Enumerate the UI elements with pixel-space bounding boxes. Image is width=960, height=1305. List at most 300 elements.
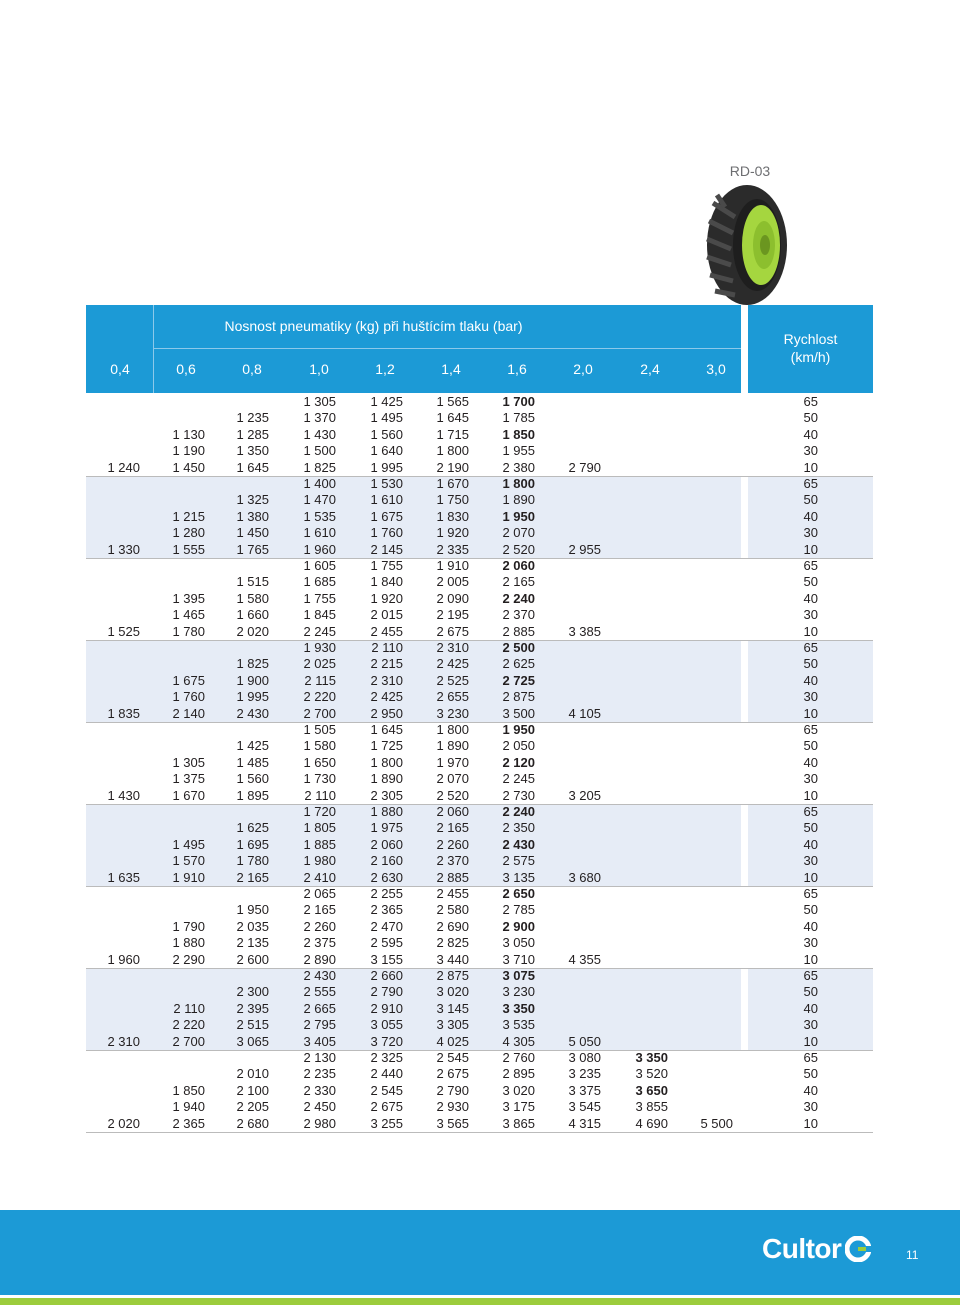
speed-value: 40 [803, 426, 818, 442]
speed-value: 10 [803, 459, 818, 475]
logo-text: Cultor [762, 1233, 842, 1264]
load-value: 4 690 [635, 1115, 668, 1131]
load-value: 2 205 [236, 1099, 269, 1115]
load-value: 2 220 [303, 689, 336, 705]
load-value: 1 890 [370, 771, 403, 787]
load-value: 2 260 [436, 836, 469, 852]
speed-value: 40 [803, 754, 818, 770]
load-value: 2 135 [236, 935, 269, 951]
load-value: 2 195 [436, 607, 469, 623]
load-value: 1 675 [370, 508, 403, 524]
load-value: 2 160 [370, 853, 403, 869]
load-value: 1 395 [172, 590, 205, 606]
load-value: 1 400 [303, 476, 336, 491]
load-value: 1 790 [172, 918, 205, 934]
load-value: 2 115 [304, 672, 336, 688]
load-value: 1 850 [172, 1082, 205, 1098]
load-value: 1 495 [370, 410, 403, 426]
load-value: 1 350 [236, 443, 269, 459]
load-value: 2 675 [370, 1099, 403, 1115]
speed-value: 50 [803, 656, 818, 672]
tire-image [695, 183, 795, 307]
load-value: 2 020 [236, 623, 269, 639]
load-value: 1 505 [303, 722, 336, 737]
load-value: 1 835 [107, 705, 140, 721]
load-value: 2 010 [236, 1066, 269, 1082]
load-value: 1 645 [236, 459, 269, 475]
load-value: 2 600 [236, 951, 269, 967]
load-value: 1 325 [236, 492, 269, 508]
load-value: 2 300 [236, 984, 269, 1000]
load-value: 2 260 [303, 918, 336, 934]
load-value: 2 690 [436, 918, 469, 934]
load-value: 1 700 [502, 394, 535, 409]
load-value: 2 515 [236, 1017, 269, 1033]
load-value: 2 060 [370, 836, 403, 852]
speed-value: 65 [803, 968, 818, 983]
pressure-header: 1,4 [441, 361, 461, 377]
load-value: 2 980 [303, 1115, 336, 1131]
load-value: 3 230 [502, 984, 535, 1000]
load-value: 1 725 [370, 738, 403, 754]
load-value: 1 485 [236, 754, 269, 770]
pressure-header: 1,2 [375, 361, 395, 377]
load-value: 1 805 [303, 820, 336, 836]
load-value: 3 155 [370, 951, 403, 967]
load-value: 1 675 [172, 672, 205, 688]
load-value: 1 895 [236, 787, 269, 803]
load-value: 2 370 [502, 607, 535, 623]
load-value: 2 015 [370, 607, 403, 623]
load-value: 1 880 [172, 935, 205, 951]
load-value: 2 665 [303, 1000, 336, 1016]
speed-value: 50 [803, 738, 818, 754]
load-value: 2 140 [172, 705, 205, 721]
speed-value: 10 [803, 705, 818, 721]
speed-value: 10 [803, 787, 818, 803]
load-value: 2 395 [236, 1000, 269, 1016]
load-value: 1 285 [236, 426, 269, 442]
load-value: 2 795 [303, 1017, 336, 1033]
load-value: 2 825 [436, 935, 469, 951]
load-value: 3 020 [436, 984, 469, 1000]
load-value: 1 610 [370, 492, 403, 508]
footer-accent-line [0, 1298, 960, 1305]
speed-value: 50 [803, 902, 818, 918]
load-value: 2 240 [502, 804, 535, 819]
load-value: 1 755 [370, 558, 403, 573]
load-value: 2 165 [236, 869, 269, 885]
load-value: 4 305 [502, 1033, 535, 1049]
speed-value: 30 [803, 689, 818, 705]
load-value: 2 425 [436, 656, 469, 672]
load-value: 1 720 [303, 804, 336, 819]
load-value: 2 650 [502, 886, 535, 901]
load-value: 3 500 [502, 705, 535, 721]
load-value: 2 130 [303, 1050, 336, 1065]
load-value: 2 955 [568, 541, 601, 557]
load-value: 1 670 [436, 476, 469, 491]
load-value: 1 750 [436, 492, 469, 508]
speed-value: 65 [803, 804, 818, 819]
speed-value: 40 [803, 918, 818, 934]
load-value: 2 790 [370, 984, 403, 1000]
load-value: 2 890 [303, 951, 336, 967]
load-value: 2 630 [370, 869, 403, 885]
load-value: 2 325 [370, 1050, 403, 1065]
load-value: 2 525 [436, 672, 469, 688]
load-value: 2 700 [172, 1033, 205, 1049]
load-value: 1 530 [370, 476, 403, 491]
speed-value: 50 [803, 820, 818, 836]
load-value: 1 240 [107, 459, 140, 475]
load-value: 1 495 [172, 836, 205, 852]
load-value: 1 930 [303, 640, 336, 655]
load-value: 3 710 [502, 951, 535, 967]
load-value: 1 450 [236, 525, 269, 541]
load-value: 3 865 [502, 1115, 535, 1131]
load-value: 3 650 [635, 1082, 668, 1098]
speed-value: 10 [803, 1115, 818, 1131]
load-value: 2 910 [370, 1000, 403, 1016]
load-value: 4 025 [436, 1033, 469, 1049]
speed-value: 50 [803, 984, 818, 1000]
load-value: 2 310 [107, 1033, 140, 1049]
load-value: 1 535 [303, 508, 336, 524]
load-value: 2 700 [303, 705, 336, 721]
load-value: 1 330 [107, 541, 140, 557]
pressure-header: 2,4 [640, 361, 660, 377]
load-value: 3 385 [568, 623, 601, 639]
load-value: 2 110 [304, 787, 336, 803]
load-value: 3 050 [502, 935, 535, 951]
load-value: 1 850 [502, 426, 535, 442]
speed-value: 40 [803, 508, 818, 524]
load-value: 2 950 [370, 705, 403, 721]
load-value: 1 780 [172, 623, 205, 639]
load-value: 2 050 [502, 738, 535, 754]
load-value: 2 675 [436, 1066, 469, 1082]
load-value: 1 625 [236, 820, 269, 836]
load-value: 1 190 [172, 443, 205, 459]
load-value: 1 920 [436, 525, 469, 541]
speed-value: 65 [803, 1050, 818, 1065]
load-value: 1 800 [370, 754, 403, 770]
load-value: 2 790 [436, 1082, 469, 1098]
load-value: 1 900 [236, 672, 269, 688]
load-value: 2 375 [303, 935, 336, 951]
speed-value: 40 [803, 836, 818, 852]
load-value: 2 110 [173, 1000, 205, 1016]
load-value: 2 110 [371, 640, 403, 655]
load-value: 2 450 [303, 1099, 336, 1115]
load-value: 1 950 [502, 722, 535, 737]
load-value: 2 335 [436, 541, 469, 557]
load-value: 2 100 [236, 1082, 269, 1098]
load-value: 2 365 [370, 902, 403, 918]
load-value: 2 660 [370, 968, 403, 983]
load-value: 1 555 [172, 541, 205, 557]
load-value: 2 350 [502, 820, 535, 836]
load-value: 1 845 [303, 607, 336, 623]
load-value: 3 520 [635, 1066, 668, 1082]
load-value: 2 060 [436, 804, 469, 819]
load-value: 2 900 [502, 918, 535, 934]
model-code: RD-03 [729, 163, 771, 179]
load-value: 1 645 [370, 722, 403, 737]
load-value: 2 370 [436, 853, 469, 869]
load-value: 1 380 [236, 508, 269, 524]
load-value: 2 470 [370, 918, 403, 934]
load-value: 2 885 [436, 869, 469, 885]
load-value: 1 580 [303, 738, 336, 754]
load-value: 3 350 [635, 1050, 668, 1065]
load-value: 2 305 [370, 787, 403, 803]
load-value: 1 885 [303, 836, 336, 852]
load-value: 3 255 [370, 1115, 403, 1131]
speed-value: 30 [803, 1017, 818, 1033]
load-value: 2 760 [502, 1050, 535, 1065]
load-value: 3 135 [502, 869, 535, 885]
load-value: 3 145 [436, 1000, 469, 1016]
load-value: 1 670 [172, 787, 205, 803]
load-value: 2 190 [436, 459, 469, 475]
speed-value: 50 [803, 1066, 818, 1082]
load-value: 1 580 [236, 590, 269, 606]
page-number: 11 [906, 1248, 919, 1262]
load-value: 2 005 [436, 574, 469, 590]
load-value: 3 080 [568, 1050, 601, 1065]
speed-value: 40 [803, 1000, 818, 1016]
speed-label-line1: Rychlost [783, 331, 838, 347]
load-value: 1 465 [172, 607, 205, 623]
pressure-header: 3,0 [706, 361, 726, 377]
load-value: 1 755 [303, 590, 336, 606]
load-value: 3 175 [502, 1099, 535, 1115]
load-value: 2 090 [436, 590, 469, 606]
load-value: 3 230 [436, 705, 469, 721]
load-value: 3 205 [568, 787, 601, 803]
load-value: 1 645 [436, 410, 469, 426]
load-value: 1 765 [236, 541, 269, 557]
load-value: 1 960 [303, 541, 336, 557]
load-value: 1 920 [370, 590, 403, 606]
load-value: 1 760 [370, 525, 403, 541]
load-value: 2 680 [236, 1115, 269, 1131]
load-value: 1 760 [172, 689, 205, 705]
load-value: 1 955 [502, 443, 535, 459]
load-value: 1 940 [172, 1099, 205, 1115]
load-value: 2 240 [502, 590, 535, 606]
load-value: 2 730 [502, 787, 535, 803]
speed-value: 40 [803, 1082, 818, 1098]
load-value: 1 660 [236, 607, 269, 623]
load-value: 2 165 [436, 820, 469, 836]
load-value: 3 075 [502, 968, 535, 983]
load-value: 1 560 [236, 771, 269, 787]
speed-value: 50 [803, 574, 818, 590]
load-value: 1 605 [303, 558, 336, 573]
load-value: 2 595 [370, 935, 403, 951]
load-value: 1 995 [370, 459, 403, 475]
load-value: 3 305 [436, 1017, 469, 1033]
load-value: 2 070 [436, 771, 469, 787]
load-value: 2 025 [303, 656, 336, 672]
load-value: 2 455 [436, 886, 469, 901]
speed-value: 10 [803, 623, 818, 639]
speed-value: 10 [803, 951, 818, 967]
load-value: 1 525 [107, 623, 140, 639]
load-value: 1 500 [303, 443, 336, 459]
speed-value: 50 [803, 492, 818, 508]
load-value: 2 930 [436, 1099, 469, 1115]
load-value: 2 145 [370, 541, 403, 557]
pressure-header: 1,0 [309, 361, 329, 377]
speed-value: 65 [803, 394, 818, 409]
speed-value: 65 [803, 886, 818, 901]
pressure-header: 1,6 [507, 361, 527, 377]
load-value: 4 315 [568, 1115, 601, 1131]
load-value: 1 970 [436, 754, 469, 770]
load-value: 1 370 [303, 410, 336, 426]
load-value: 3 405 [303, 1033, 336, 1049]
load-value: 2 655 [436, 689, 469, 705]
speed-value: 65 [803, 640, 818, 655]
pressure-header: 0,4 [110, 361, 130, 377]
speed-column-label [748, 330, 873, 366]
load-value: 2 575 [502, 853, 535, 869]
load-value: 2 885 [502, 623, 535, 639]
load-value: 1 730 [303, 771, 336, 787]
load-value: 2 310 [370, 672, 403, 688]
load-value: 1 685 [303, 574, 336, 590]
load-value: 1 950 [502, 508, 535, 524]
load-value: 2 430 [236, 705, 269, 721]
load-value: 3 535 [502, 1017, 535, 1033]
load-value: 3 350 [502, 1000, 535, 1016]
load-value: 1 215 [172, 508, 205, 524]
speed-value: 30 [803, 525, 818, 541]
load-value: 1 375 [172, 771, 205, 787]
load-value: 2 790 [568, 459, 601, 475]
load-value: 1 130 [172, 426, 205, 442]
load-value: 1 280 [172, 525, 205, 541]
load-value: 3 855 [635, 1099, 668, 1115]
load-value: 1 235 [236, 410, 269, 426]
load-value: 1 515 [236, 574, 269, 590]
table-bottom-rule [86, 1132, 873, 1133]
load-value: 2 440 [370, 1066, 403, 1082]
load-value: 1 425 [370, 394, 403, 409]
load-value: 3 720 [370, 1033, 403, 1049]
load-value: 3 020 [502, 1082, 535, 1098]
load-value: 2 035 [236, 918, 269, 934]
load-value: 4 355 [568, 951, 601, 967]
load-value: 2 060 [502, 558, 535, 573]
load-value: 2 220 [172, 1017, 205, 1033]
load-value: 1 960 [107, 951, 140, 967]
load-value: 2 455 [370, 623, 403, 639]
load-value: 1 430 [107, 787, 140, 803]
speed-value: 40 [803, 672, 818, 688]
load-value: 1 800 [436, 443, 469, 459]
load-value: 2 875 [436, 968, 469, 983]
load-value: 2 430 [303, 968, 336, 983]
load-value: 1 800 [502, 476, 535, 491]
load-value: 2 520 [502, 541, 535, 557]
load-value: 2 165 [502, 574, 535, 590]
load-value: 1 980 [303, 853, 336, 869]
load-value: 2 555 [303, 984, 336, 1000]
load-value: 2 895 [502, 1066, 535, 1082]
speed-value: 30 [803, 1099, 818, 1115]
speed-value: 10 [803, 869, 818, 885]
load-value: 2 675 [436, 623, 469, 639]
load-value: 2 235 [303, 1066, 336, 1082]
load-value: 3 680 [568, 869, 601, 885]
load-value: 1 785 [502, 410, 535, 426]
load-value: 1 640 [370, 443, 403, 459]
load-value: 1 450 [172, 459, 205, 475]
load-value: 1 890 [436, 738, 469, 754]
load-value: 2 120 [502, 754, 535, 770]
load-value: 2 625 [502, 656, 535, 672]
load-value: 2 520 [436, 787, 469, 803]
load-value: 1 650 [303, 754, 336, 770]
load-value: 1 695 [236, 836, 269, 852]
speed-value: 30 [803, 771, 818, 787]
speed-value: 10 [803, 1033, 818, 1049]
load-value: 3 545 [568, 1099, 601, 1115]
load-value: 2 065 [303, 886, 336, 901]
load-value: 1 470 [303, 492, 336, 508]
speed-value: 30 [803, 935, 818, 951]
load-value: 1 825 [303, 459, 336, 475]
speed-value: 30 [803, 853, 818, 869]
load-value: 1 880 [370, 804, 403, 819]
speed-value: 40 [803, 590, 818, 606]
load-value: 1 995 [236, 689, 269, 705]
load-value: 2 545 [370, 1082, 403, 1098]
load-value: 5 500 [700, 1115, 733, 1131]
speed-value: 50 [803, 410, 818, 426]
load-value: 1 305 [303, 394, 336, 409]
load-value: 3 235 [568, 1066, 601, 1082]
speed-value: 10 [803, 541, 818, 557]
load-value: 1 825 [236, 656, 269, 672]
pressure-header: 0,6 [176, 361, 196, 377]
pressure-header: 2,0 [573, 361, 593, 377]
load-value: 1 975 [370, 820, 403, 836]
load-value: 2 725 [502, 672, 535, 688]
load-value: 2 410 [303, 869, 336, 885]
header-divider [153, 348, 741, 349]
speed-label-line2: (km/h) [790, 349, 831, 365]
load-value: 1 890 [502, 492, 535, 508]
speed-value: 65 [803, 722, 818, 737]
load-value: 2 500 [502, 640, 535, 655]
load-value: 2 430 [502, 836, 535, 852]
load-value: 2 070 [502, 525, 535, 541]
load-value: 2 255 [370, 886, 403, 901]
load-value: 3 440 [436, 951, 469, 967]
load-value: 1 910 [172, 869, 205, 885]
load-value: 2 165 [303, 902, 336, 918]
load-value: 2 365 [172, 1115, 205, 1131]
load-value: 3 055 [370, 1017, 403, 1033]
load-value: 1 305 [172, 754, 205, 770]
load-value: 1 715 [436, 426, 469, 442]
